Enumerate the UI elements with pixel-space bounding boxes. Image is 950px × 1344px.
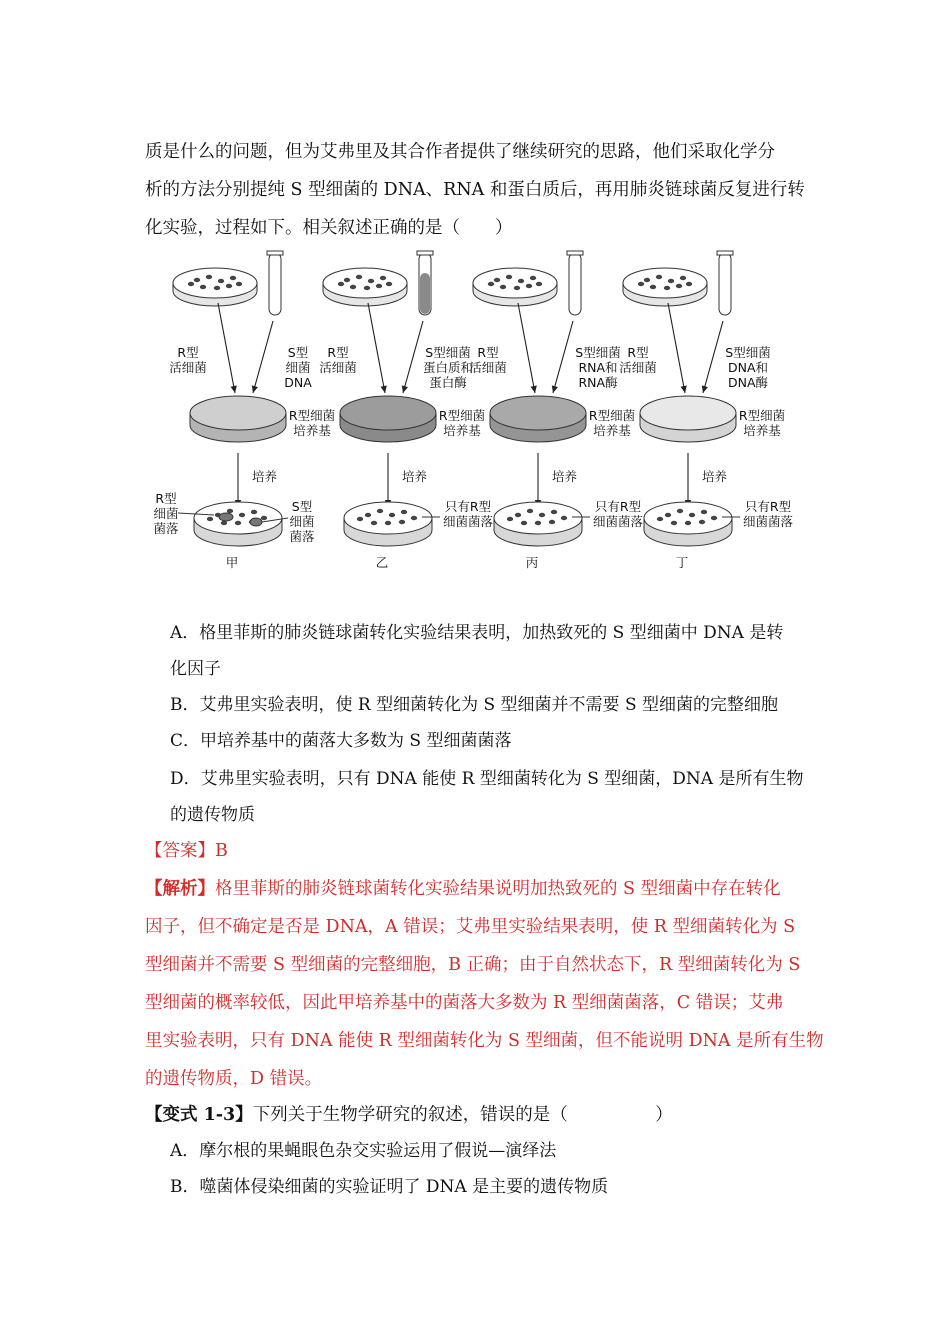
medium-dish-3	[640, 396, 736, 442]
donor-colony-3-4	[650, 285, 656, 289]
medium-label-1: R型细菌培养基	[438, 408, 486, 438]
result-colony-3-3	[701, 510, 707, 514]
panel-2	[469, 251, 643, 570]
arrow-left-1-head	[381, 386, 387, 393]
donor-colony-0-2	[218, 279, 224, 283]
result-colony-3-8	[657, 517, 663, 521]
option-c: C．甲培养基中的菌落大多数为 S 型细菌菌落	[170, 731, 512, 751]
donor-colony-2-7	[488, 282, 494, 286]
result-dish-1	[344, 502, 432, 546]
panel-name-1: 乙	[375, 555, 389, 570]
medium-dish-1	[340, 396, 436, 442]
variant-question	[145, 1097, 835, 1133]
donor-colony-3-6	[676, 284, 682, 288]
medium-label-3: R型细菌培养基	[738, 408, 786, 438]
donor-colony-3-3	[680, 276, 686, 280]
donor-colony-1-3	[380, 276, 386, 280]
arrow-right-2-head	[552, 385, 558, 393]
culture-label-3: 培养	[702, 469, 728, 484]
panel-1	[319, 251, 493, 570]
arrow-right-2	[553, 321, 573, 393]
donor-colony-0-7	[188, 282, 194, 286]
donor-colony-1-4	[350, 285, 356, 289]
result-colony-1-3	[401, 510, 407, 514]
right-label-2: S型细菌 RNA和 RNA酶	[575, 345, 621, 390]
medium-label-2: R型细菌培养基	[588, 408, 636, 438]
intro-line-2: 析的方法分别提纯 S 型细菌的 DNA、RNA 和蛋白质后，再用肺炎链球菌反复进行转	[145, 180, 805, 200]
result-colony-1-2	[389, 513, 395, 517]
result-colony-0-1	[227, 509, 233, 513]
result-colony-1-0	[365, 513, 371, 517]
variant-option-b: B．噬菌体侵染细菌的实验证明了 DNA 是主要的遗传物质	[170, 1177, 609, 1197]
result-colony-3-5	[685, 521, 691, 525]
result-colony-2-2	[539, 513, 545, 517]
arrow-right-1-head	[402, 385, 408, 393]
answer-value: B	[215, 841, 228, 861]
donor-colony-0-3	[230, 276, 236, 280]
result-colony-0-5	[235, 521, 241, 525]
variant-tag: 【变式 1-3】	[145, 1105, 253, 1125]
result-colony-2-0	[515, 513, 521, 517]
test-tube-rim-2	[567, 251, 583, 255]
panel-name-0: 甲	[225, 555, 239, 570]
medium-dish-0	[190, 396, 286, 442]
result-dish-3	[644, 502, 732, 546]
result-colony-3-6	[699, 520, 705, 524]
donor-colony-2-1	[506, 275, 512, 279]
intro-line-3: 化实验，过程如下。相关叙述正确的是（ ）	[145, 218, 513, 238]
result-colony-2-6	[549, 520, 555, 524]
result-right-label-0: S型细菌菌落	[289, 499, 315, 544]
donor-colony-3-2	[668, 279, 674, 283]
left-label-0: R型活细菌	[169, 345, 207, 375]
donor-colony-1-8	[386, 282, 392, 286]
experiment-diagram	[140, 245, 820, 585]
option-a-line-2: 化因子	[170, 659, 221, 679]
donor-colony-3-1	[656, 275, 662, 279]
answer-line	[145, 833, 835, 869]
result-colony-1-4	[371, 521, 377, 525]
donor-colony-0-5	[214, 286, 220, 290]
donor-colony-0-0	[194, 278, 200, 282]
variant-text: 下列关于生物学研究的叙述，错误的是（ ）	[252, 1105, 673, 1125]
donor-colony-0-6	[226, 284, 232, 288]
culture-label-0: 培养	[252, 469, 278, 484]
right-label-0: S型细菌 DNA	[284, 345, 312, 390]
result-colony-3-1	[677, 509, 683, 513]
result-colony-3-7	[711, 516, 717, 520]
donor-colony-1-7	[338, 282, 344, 286]
test-tube-rim-1	[417, 251, 433, 255]
donor-colony-3-7	[638, 282, 644, 286]
panel-name-3: 丁	[675, 555, 689, 570]
left-label-3: R型活细菌	[619, 345, 657, 375]
medium-dish-2	[490, 396, 586, 442]
donor-colony-2-5	[514, 286, 520, 290]
option-d-line-1: D．艾弗里实验表明，只有 DNA 能使 R 型细菌转化为 S 型细菌，DNA 是所有生物	[170, 769, 804, 789]
donor-colony-1-1	[356, 275, 362, 279]
result-colony-1-1	[377, 509, 383, 513]
donor-dish-2	[473, 268, 557, 306]
result-right-label-2: 只有R型细菌菌落	[592, 499, 644, 529]
donor-colony-1-0	[344, 278, 350, 282]
donor-colony-0-8	[236, 282, 242, 286]
result-dish-0	[194, 502, 282, 546]
donor-colony-1-6	[376, 284, 382, 288]
analysis-tag: 【解析】	[145, 879, 215, 899]
arrow-left-3-head	[681, 386, 687, 393]
arrow-left-2	[518, 303, 535, 393]
result-colony-1-7	[411, 516, 417, 520]
answer-tag: 【答案】	[145, 841, 215, 861]
analysis-line-6: 的遗传物质，D 错误。	[145, 1069, 323, 1089]
s-colony-big-2	[250, 518, 262, 526]
result-colony-0-3	[251, 510, 257, 514]
result-colony-2-3	[551, 510, 557, 514]
result-colony-3-4	[671, 521, 677, 525]
result-colony-0-7	[261, 516, 267, 520]
test-tube-rim-0	[267, 251, 283, 255]
result-colony-2-1	[527, 509, 533, 513]
donor-colony-2-6	[526, 284, 532, 288]
donor-colony-2-3	[530, 276, 536, 280]
donor-colony-0-1	[206, 275, 212, 279]
result-left-label-0: R型细菌菌落	[153, 491, 179, 536]
test-tube-liquid-0	[270, 273, 280, 314]
arrow-right-1	[403, 321, 423, 393]
result-dish-2	[494, 502, 582, 546]
arrow-left-2-head	[531, 386, 537, 393]
panel-name-2: 丙	[525, 555, 539, 570]
option-a-line-1: A．格里菲斯的肺炎链球菌转化实验结果表明，加热致死的 S 型细菌中 DNA 是转	[170, 623, 784, 643]
test-tube-liquid-3	[720, 273, 730, 314]
result-colony-1-5	[385, 521, 391, 525]
arrow-left-0-head	[231, 386, 237, 393]
result-colony-1-8	[357, 517, 363, 521]
variant-option-a: A．摩尔根的果蝇眼色杂交实验运用了假说—演绎法	[170, 1141, 557, 1161]
culture-label-1: 培养	[402, 469, 428, 484]
analysis-line-3: 型细菌并不需要 S 型细菌的完整细胞，B 正确；由于自然状态下，R 型细菌转化为 S	[145, 955, 801, 975]
test-tube-liquid-1	[420, 273, 430, 314]
result-colony-1-6	[399, 520, 405, 524]
arrow-right-3	[703, 321, 723, 393]
result-right-label-3: 只有R型细菌菌落	[742, 499, 794, 529]
result-colony-2-7	[561, 516, 567, 520]
arrow-left-1	[368, 303, 385, 393]
donor-dish-1	[323, 268, 407, 306]
analysis-line-4: 型细菌的概率较低，因此甲培养基中的菌落大多数为 R 型细菌菌落，C 错误；艾弗	[145, 993, 784, 1013]
donor-colony-2-4	[500, 285, 506, 289]
arrow-left-3	[668, 303, 685, 393]
result-colony-2-5	[535, 521, 541, 525]
right-label-3: S型细菌 DNA和 DNA酶	[725, 345, 771, 390]
left-label-2: R型活细菌	[469, 345, 507, 375]
analysis-line-5: 里实验表明，只有 DNA 能使 R 型细菌转化为 S 型细菌，但不能说明 DNA 是所有生物	[145, 1031, 824, 1051]
result-right-label-1: 只有R型细菌菌落	[442, 499, 494, 529]
donor-colony-3-8	[686, 282, 692, 286]
test-tube-rim-3	[717, 251, 733, 255]
analysis-line-2: 因子，但不确定是否是 DNA，A 错误；艾弗里实验结果表明，使 R 型细菌转化为 S	[145, 917, 796, 937]
result-colony-2-8	[507, 517, 513, 521]
s-colony-big-1	[219, 513, 233, 521]
panel-3	[619, 251, 793, 570]
analysis-line-1	[145, 871, 835, 907]
option-b: B．艾弗里实验表明，使 R 型细菌转化为 S 型细菌并不需要 S 型细菌的完整细胞	[170, 695, 779, 715]
donor-colony-0-4	[200, 285, 206, 289]
test-tube-liquid-2	[570, 273, 580, 314]
donor-colony-3-5	[664, 286, 670, 290]
arrow-right-3-head	[702, 385, 708, 393]
donor-colony-2-2	[518, 279, 524, 283]
donor-colony-2-8	[536, 282, 542, 286]
panel-0	[153, 251, 335, 570]
arrow-left-0	[218, 303, 235, 393]
donor-colony-3-0	[644, 278, 650, 282]
donor-dish-0	[173, 268, 257, 306]
donor-dish-3	[623, 268, 707, 306]
donor-colony-1-5	[364, 286, 370, 290]
analysis-text-1: 格里菲斯的肺炎链球菌转化实验结果说明加热致死的 S 型细菌中存在转化	[215, 879, 781, 899]
donor-colony-1-2	[368, 279, 374, 283]
intro-line-1: 质是什么的问题，但为艾弗里及其合作者提供了继续研究的思路，他们采取化学分	[145, 142, 775, 162]
arrow-right-0-head	[252, 385, 258, 393]
option-d-line-2: 的遗传物质	[170, 805, 255, 825]
arrow-right-0	[253, 321, 273, 393]
result-colony-3-2	[689, 513, 695, 517]
donor-colony-2-0	[494, 278, 500, 282]
result-colony-3-0	[665, 513, 671, 517]
result-colony-0-8	[207, 517, 213, 521]
culture-label-2: 培养	[552, 469, 578, 484]
right-label-1: S型细菌蛋白质和蛋白酶	[422, 345, 474, 390]
result-colony-2-4	[521, 521, 527, 525]
result-colony-0-2	[239, 513, 245, 517]
left-label-1: R型活细菌	[319, 345, 357, 375]
medium-label-0: R型细菌培养基	[288, 408, 336, 438]
